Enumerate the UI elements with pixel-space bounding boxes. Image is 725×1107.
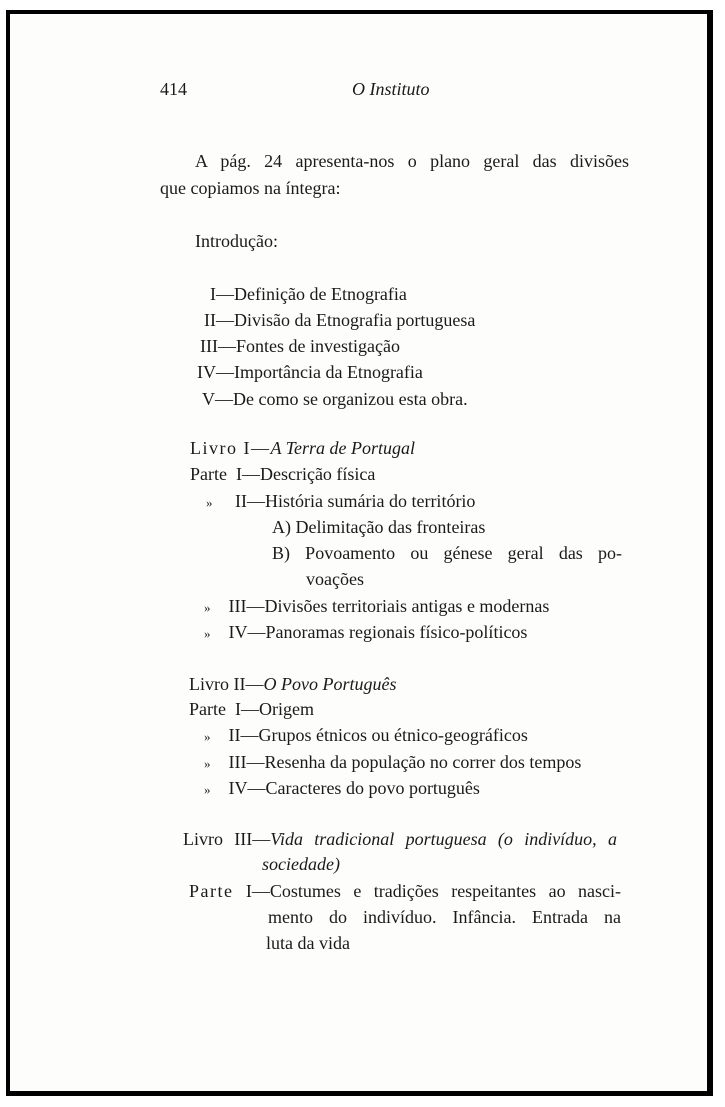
livro2-label: Livro II— — [189, 674, 264, 694]
livro1-label: Livro I— — [190, 438, 271, 458]
livro3-parte-1-line-1 — [189, 880, 621, 902]
running-title: O Instituto — [352, 79, 430, 99]
intro-line-1: A pág. 24 apresenta-nos o plano geral das divisões — [195, 151, 629, 171]
introducao-item-3: III—Fontes de investigação — [200, 336, 400, 356]
ditto-mark: » — [204, 626, 211, 641]
ditto-mark: » — [206, 495, 213, 510]
livro2-title: O Povo Português — [263, 674, 397, 694]
parte-label: Parte — [190, 464, 227, 484]
livro2-parte-1 — [189, 698, 314, 720]
ditto-mark: » — [204, 600, 211, 615]
livro3-label: Livro III— — [183, 829, 271, 849]
ditto-mark: » — [204, 756, 211, 771]
parte-text: I—Costumes e tradições respeitantes ao nasci- — [245, 881, 621, 901]
livro2-parte-3 — [204, 751, 581, 775]
parte-text: IV—Panoramas regionais físico-políticos — [228, 622, 528, 642]
parte-text: I—Descrição física — [235, 464, 376, 484]
parte-label: Parte — [189, 699, 226, 719]
parte-text: II—Grupos étnicos ou étnico-geográficos — [228, 725, 528, 745]
livro3-title-line-2: sociedade) — [262, 854, 340, 874]
parte-text: III—Resenha da população no correr dos tempos — [228, 752, 582, 772]
ditto-mark: » — [204, 782, 211, 797]
introducao-item-2: II—Divisão da Etnografia portuguesa — [204, 310, 476, 330]
introducao-item-5: V—De como se organizou esta obra. — [202, 389, 468, 409]
livro1-parte-2 — [206, 490, 475, 514]
livro1-heading — [190, 437, 415, 459]
parte-label: Parte — [189, 881, 234, 901]
parte-text: III—Divisões territoriais antigas e modernas — [228, 596, 550, 616]
livro2-heading — [189, 673, 396, 695]
livro2-parte-2 — [204, 724, 528, 748]
parte-text: IV—Caracteres do povo português — [228, 778, 480, 798]
introducao-heading: Introdução: — [195, 231, 278, 251]
livro1-sub-a: A) Delimitação das fronteiras — [272, 517, 486, 537]
livro1-parte-4 — [204, 621, 527, 645]
parte-text: II—História sumária do território — [235, 491, 476, 511]
intro-line-2: que copiamos na íntegra: — [160, 178, 341, 198]
introducao-item-4: IV—Importância da Etnografia — [197, 362, 423, 382]
livro1-parte-1 — [190, 463, 375, 485]
livro1-title: A Terra de Portugal — [270, 438, 416, 458]
livro1-sub-b-line-2: voações — [306, 569, 364, 589]
livro3-parte-1-line-3: luta da vida — [266, 933, 350, 953]
livro3-title-line-1: Vida tradicional portuguesa (o indivíduo, a — [270, 829, 617, 849]
livro2-parte-4 — [204, 777, 480, 801]
livro3-heading-line-1 — [183, 828, 617, 850]
livro1-parte-3 — [204, 595, 549, 619]
parte-text: I—Origem — [234, 699, 314, 719]
livro1-sub-b-line-1: B) Povoamento ou génese geral das po- — [272, 543, 622, 563]
page-number: 414 — [160, 79, 187, 99]
ditto-mark: » — [204, 729, 211, 744]
livro3-parte-1-line-2: mento do indivíduo. Infância. Entrada na — [268, 907, 621, 927]
introducao-item-1: I—Definição de Etnografia — [210, 284, 407, 304]
